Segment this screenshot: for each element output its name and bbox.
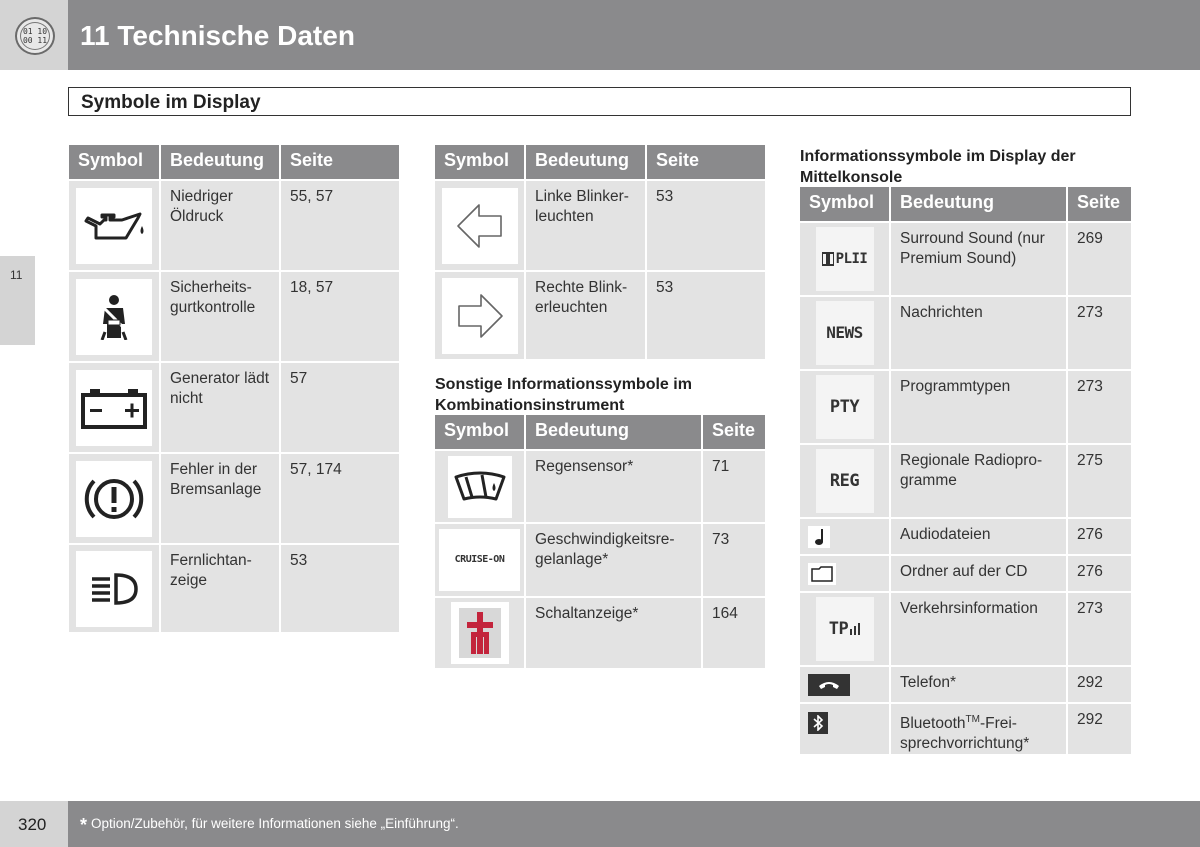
table-row <box>69 270 399 361</box>
table-header <box>69 145 399 179</box>
table-row <box>69 543 399 632</box>
high-beam-icon <box>76 551 152 627</box>
symbol-meaning: Fernlichtan-zeige <box>161 545 281 632</box>
chapter-side-tab: 11 <box>0 256 35 345</box>
section-title-box <box>68 87 1131 116</box>
right-arrow-icon <box>442 278 518 354</box>
symbol-meaning: Verkehrsinformation <box>891 593 1068 665</box>
symbol-meaning: Audiodateien <box>891 519 1068 554</box>
table-header <box>800 187 1131 221</box>
symbol-meaning: Regensensor* <box>526 451 703 522</box>
table-row <box>69 361 399 452</box>
seatbelt-icon <box>76 279 152 355</box>
symbol-page: 269 <box>1077 230 1103 247</box>
folder-icon <box>808 563 836 585</box>
chapter-badge-icon: 01 10 00 11 <box>15 17 55 55</box>
table-header <box>435 415 765 449</box>
col-symbol: Symbol <box>435 415 526 449</box>
symbol-page: 273 <box>1077 600 1103 617</box>
table-header <box>435 145 765 179</box>
symbol-page: 273 <box>1077 378 1103 395</box>
symbol-page: 273 <box>1077 304 1103 321</box>
symbol-meaning: Bluetooth™-Frei-sprechvorrichtung* <box>891 704 1068 754</box>
table-row <box>69 452 399 543</box>
music-note-icon <box>808 526 830 548</box>
symbol-page: 18, 57 <box>290 279 334 296</box>
symbol-page: 53 <box>290 552 308 569</box>
tp-icon: TP <box>816 597 874 661</box>
reg-icon: REG <box>816 449 874 513</box>
symbol-page: 292 <box>1077 674 1103 691</box>
col-meaning: Bedeutung <box>161 145 281 179</box>
symbol-meaning: Programmtypen <box>891 371 1068 443</box>
table-row <box>435 270 765 359</box>
symbol-meaning: Niedriger Öldruck <box>161 181 281 270</box>
subheading-combination-instrument: Sonstige Informationssymbole im Kombinationsinstrument <box>435 376 692 414</box>
col-page: Seite <box>1077 192 1121 212</box>
table-row <box>435 596 765 668</box>
header-left-panel <box>0 0 68 70</box>
table-row <box>435 449 765 522</box>
table-row <box>800 369 1131 443</box>
symbol-table-indicators <box>435 145 765 359</box>
symbol-meaning: Nachrichten <box>891 297 1068 369</box>
col-page: Seite <box>712 420 756 440</box>
gear-shift-indicator-icon <box>451 602 509 664</box>
symbol-meaning: Schaltanzeige* <box>526 598 703 668</box>
symbol-meaning: Generator lädt nicht <box>161 363 281 452</box>
bluetooth-icon <box>808 712 828 734</box>
subheading-center-console: Informationssymbole im Display der Mittelkonsole <box>800 148 1076 186</box>
chapter-title: 11 Technische Daten <box>80 20 355 51</box>
symbol-meaning: Fehler in der Bremsanlage <box>161 454 281 543</box>
pty-icon: PTY <box>816 375 874 439</box>
symbol-page: 164 <box>712 605 738 622</box>
section-title: Symbole im Display <box>81 92 261 113</box>
symbol-meaning: Ordner auf der CD <box>891 556 1068 591</box>
table-row <box>435 179 765 270</box>
symbol-table-combination <box>435 415 765 668</box>
symbol-meaning: Telefon* <box>891 667 1068 702</box>
footer-left-panel <box>0 801 68 847</box>
table-row <box>800 702 1131 754</box>
symbol-meaning: Regionale Radiopro-gramme <box>891 445 1068 517</box>
symbol-page: 276 <box>1077 526 1103 543</box>
rain-sensor-icon <box>448 456 512 518</box>
col-symbol: Symbol <box>69 145 161 179</box>
footer-note: * Option/Zubehör, für weitere Informationen siehe „Einführung“. <box>80 815 459 835</box>
symbol-meaning: Linke Blinker-leuchten <box>526 181 647 270</box>
symbol-page: 71 <box>712 458 730 475</box>
table-row <box>800 665 1131 702</box>
col-meaning: Bedeutung <box>891 187 1068 221</box>
symbol-meaning: Surround Sound (nur Premium Sound) <box>891 223 1068 295</box>
table-row <box>800 443 1131 517</box>
col-meaning: Bedeutung <box>526 415 703 449</box>
table-row <box>800 295 1131 369</box>
dolby-pl2-icon: PLII <box>816 227 874 291</box>
symbol-page: 57 <box>290 370 308 387</box>
symbol-page: 53 <box>656 279 674 296</box>
symbol-page: 292 <box>1077 711 1103 728</box>
battery-icon <box>76 370 152 446</box>
col-symbol: Symbol <box>435 145 526 179</box>
news-icon: NEWS <box>816 301 874 365</box>
table-row <box>800 517 1131 554</box>
left-arrow-icon <box>442 188 518 264</box>
table-row <box>435 522 765 596</box>
page-number: 320 <box>18 815 47 834</box>
symbol-page: 57, 174 <box>290 461 342 478</box>
table-row <box>69 179 399 270</box>
table-row <box>800 554 1131 591</box>
symbol-page: 55, 57 <box>290 188 334 205</box>
symbol-meaning: Sicherheits-gurtkontrolle <box>161 272 281 361</box>
table-row <box>800 221 1131 295</box>
asterisk-icon: * <box>80 815 88 835</box>
phone-icon <box>808 674 850 696</box>
col-page: Seite <box>290 150 334 170</box>
symbol-page: 73 <box>712 531 730 548</box>
cruise-on-icon: CRUISE-ON <box>439 529 520 591</box>
symbol-page: 53 <box>656 188 674 205</box>
symbol-meaning: Rechte Blink-erleuchten <box>526 272 647 359</box>
col-meaning: Bedeutung <box>526 145 647 179</box>
brake-warning-icon <box>76 461 152 537</box>
table-row <box>800 591 1131 665</box>
symbol-page: 275 <box>1077 452 1103 469</box>
symbol-page: 276 <box>1077 563 1103 580</box>
oil-can-icon <box>76 188 152 264</box>
symbol-table-center-console <box>800 187 1131 754</box>
symbol-table-warnings <box>69 145 399 632</box>
symbol-meaning: Geschwindigkeitsre-gelanlage* <box>526 524 703 596</box>
col-symbol: Symbol <box>800 187 891 221</box>
col-page: Seite <box>656 150 700 170</box>
